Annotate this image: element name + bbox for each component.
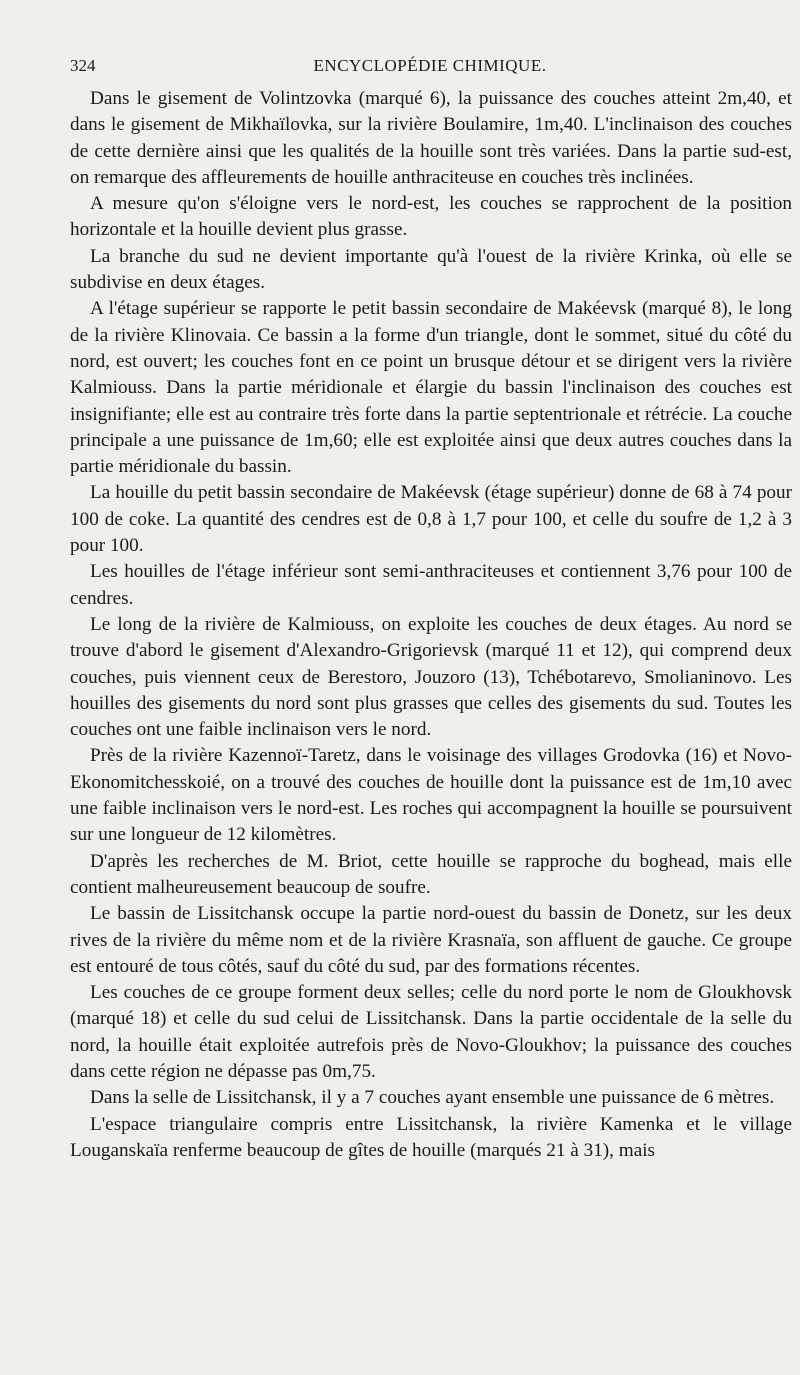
paragraph: Le long de la rivière de Kalmiouss, on exploite les couches de deux étages. Au nord se trouve d'abord le gisement d'Alexandro-Grigorievsk (marqué 11 et 12), qui comprend deux couches, puis viennent ceux de Berestoro, Jouzoro (13), Tchébotarevo, Smolianinovo. Les houilles des gisements du nord sont plus grasses que celles des gisements du sud. Toutes les couches ont une faible inclinaison vers le nord.	[70, 613, 792, 741]
paragraph: Les houilles de l'étage inférieur sont semi-anthraciteuses et contiennent 3,76 pour 100 de cendres.	[70, 561, 792, 609]
page-header	[70, 56, 790, 84]
paragraph: La houille du petit bassin secondaire de Makéevsk (étage supérieur) donne de 68 à 74 pour 100 de coke. La quantité des cendres est de 0,8 à 1,7 pour 100, et celle du soufre de 1,2 à 3 pour 100.	[70, 482, 792, 557]
paragraph: Dans la selle de Lissitchansk, il y a 7 couches ayant ensemble une puissance de 6 mètres.	[90, 1087, 775, 1109]
paragraph: Près de la rivière Kazennoï-Taretz, dans le voisinage des villages Grodovka (16) et Novo-Ekonomitchesskoié, on a trouvé des couches de houille dont la puissance est de 1m,10 avec une faible inclinaison vers le nord-est. Les roches qui accompagnent la houille se poursuivent sur une longueur de 12 kilomètres.	[70, 745, 792, 846]
paragraph: L'espace triangulaire compris entre Lissitchansk, la rivière Kamenka et le village Louganskaïa renferme beaucoup de gîtes de houille (marqués 21 à 31), mais	[70, 1113, 792, 1161]
paragraph: Les couches de ce groupe forment deux selles; celle du nord porte le nom de Gloukhovsk (marqué 18) et celle du sud celui de Lissitchansk. Dans la partie occidentale de la selle du nord, la houille était exploitée autrefois près de Novo-Gloukhov; la puissance des couches dans cette région ne dépasse pas 0m,75.	[70, 982, 792, 1082]
paragraph: La branche du sud ne devient importante qu'à l'ouest de la rivière Krinka, où elle se subdivise en deux étages.	[70, 245, 792, 294]
paragraph: Le bassin de Lissitchansk occupe la partie nord-ouest du bassin de Donetz, sur les deux rives de la rivière du même nom et de la rivière Krasnaïa, son affluent de gauche. Ce groupe est entouré de tous côtés, sauf du côté du sud, par des formations récentes.	[70, 903, 792, 977]
paragraph: A l'étage supérieur se rapporte le petit bassin secondaire de Makéevsk (marqué 8), le long de la rivière Klinovaia. Ce bassin a la forme d'un triangle, dont le sommet, situé du côté du nord, est ouvert; les couches font en ce point un brusque détour et se dirigent vers la rivière Kalmiouss. Dans la partie méridionale et élargie du bassin l'inclinaison des couches est insignifiante; elle est au contraire très forte dans la partie septentrionale et rétrécie. La couche principale a une puissance de 1m,60; elle est exploitée ainsi que deux autres couches dans la partie méridionale du bassin.	[70, 298, 792, 478]
paragraph: Dans le gisement de Volintzovka (marqué 6), la puissance des couches atteint 2m,40, et dans le gisement de Mikhaïlovka, sur la rivière Boulamire, 1m,40. L'inclinaison des couches de cette dernière ainsi que les qualités de la houille sont très variées. Dans la partie sud-est, on remarque des affleurements de houille anthraciteuse en couches très inclinées.	[70, 88, 792, 188]
paragraph: A mesure qu'on s'éloigne vers le nord-est, les couches se rapprochent de la position horizontale et la houille devient plus grasse.	[70, 193, 792, 241]
page-number: 324	[70, 56, 96, 75]
paragraph: D'après les recherches de M. Briot, cette houille se rapproche du boghead, mais elle contient malheureusement beaucoup de soufre.	[70, 850, 792, 898]
body-text	[70, 86, 792, 1164]
running-title: ENCYCLOPÉDIE CHIMIQUE.	[313, 56, 547, 75]
